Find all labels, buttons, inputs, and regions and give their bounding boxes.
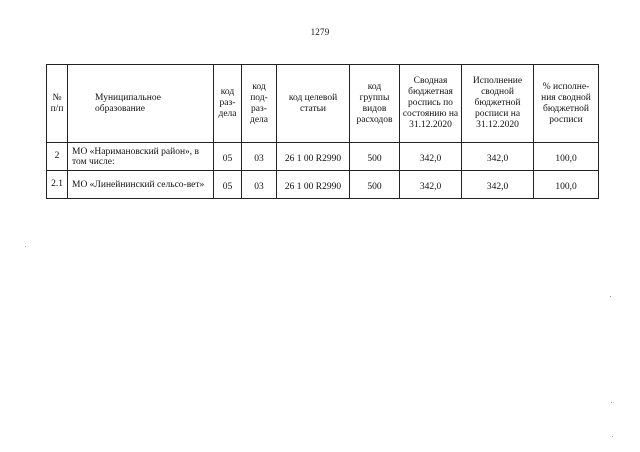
header-municipality: Муниципальное образование [68,65,214,143]
header-expense-group-code: код группы видов расходов [350,65,400,143]
row-target-item-code: 26 1 00 R2990 [277,143,350,171]
row-consolidated-budget: 342,0 [400,143,462,171]
row-expense-group-code: 500 [350,143,400,171]
header-target-item-code: код целевой статьи [277,65,350,143]
header-execution-percent: % исполне-ния сводной бюджетной росписи [534,65,599,143]
header-consolidated-budget: Сводная бюджетная роспись по состоянию на 31.12.2020 [400,65,462,143]
row-section-code: 05 [214,143,242,171]
row-subsection-code: 03 [242,171,277,199]
row-municipality: МО «Линейнинский сельсо-вет» [68,171,214,199]
row-municipality: МО «Наримановский район», в том числе: [68,143,214,171]
scan-speck [610,296,611,297]
page-number: 1279 [310,27,330,37]
budget-execution-table [46,64,599,199]
row-subsection-code: 03 [242,143,277,171]
row-execution-percent: 100,0 [534,143,599,171]
table-body [47,143,599,199]
row-consolidated-budget: 342,0 [400,171,462,199]
row-number: 2 [47,143,68,171]
row-expense-group-code: 500 [350,171,400,199]
table-row [47,171,599,199]
row-execution: 342,0 [462,171,534,199]
scan-speck [612,436,613,437]
row-target-item-code: 26 1 00 R2990 [277,171,350,199]
row-execution: 342,0 [462,143,534,171]
header-row [47,65,599,143]
row-section-code: 05 [214,171,242,199]
header-number: № п/п [47,65,68,143]
header-execution: Исполнение сводной бюджетной росписи на 31.12.2020 [462,65,534,143]
table-row [47,143,599,171]
table-header [47,65,599,143]
row-execution-percent: 100,0 [534,171,599,199]
row-number: 2.1 [47,171,68,199]
scan-speck [611,402,612,403]
header-subsection-code: код под-раз-дела [242,65,277,143]
header-section-code: код раз-дела [214,65,242,143]
scan-speck [25,246,26,247]
